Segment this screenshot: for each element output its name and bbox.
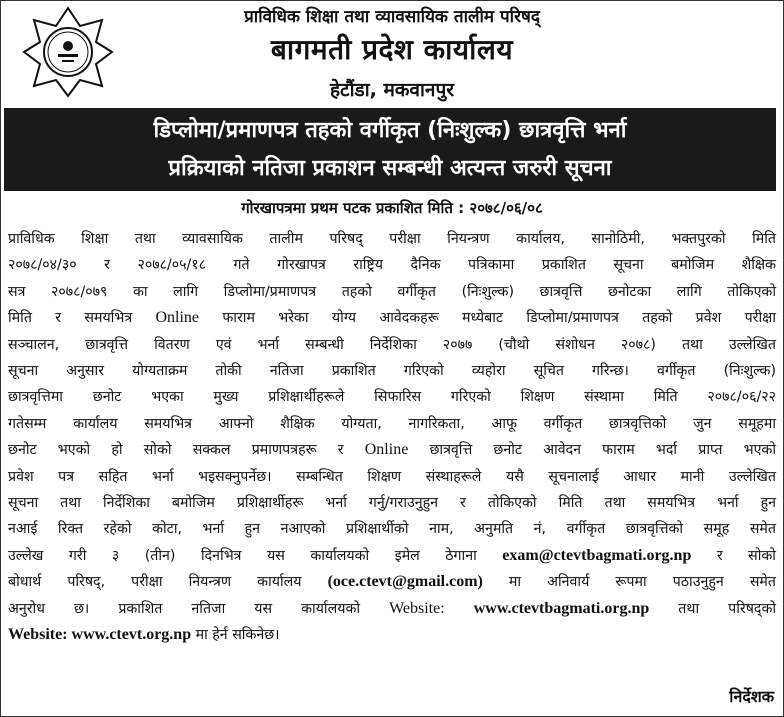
signature-director: निर्देशक [729,687,774,706]
body-text-segment: अनुरोध छ। प्रकाशित नतिजा यस कार्यालयको [8,600,390,617]
exam-email-link[interactable]: exam@ctevtbagmati.org.np [502,546,692,564]
publication-date: गोरखापत्रमा प्रथम पटक प्रकाशित मिति : २०७८/०६/०८ [241,199,543,217]
body-line: नआई रिक्त रहेको कोटा, भर्ना हुन नआएको प्रशिक्षार्थीको नाम, अनुमति नं, वर्गीकृत छात्रवृत्तिको समूह समेत [8,521,776,538]
ctevt-website-link[interactable]: Website: www.ctevt.org.np [8,626,192,644]
body-line: सूचना तथा निर्देशिका बमोजिम प्रशिक्षार्थीहरू भर्ना गर्नु/गराउनुहुन र तोकिएको मिति तथा समयभित्र भर्ना हुन [8,495,776,512]
body-line [8,437,776,463]
body-line [8,543,776,569]
notice-title-line1: डिप्लोमा/प्रमाणपत्र तहको वर्गीकृत (निःशुल्क) छात्रवृत्ति भर्ना [153,118,627,143]
body-text-segment: छात्रवृत्ति छनोट आवेदन फाराम भर्दा प्राप्त भएको [408,442,776,459]
body-text-segment [445,601,474,617]
body-line: छात्रवृत्तिमा छनोट भएका मुख्य प्रशिक्षार्थीहरूले सिफारिस गरिएको शिक्षण संस्थामा मिति २०७८/०६/२२ [8,389,776,406]
body-line [8,622,776,648]
office-name: बागमती प्रदेश कार्यालय [270,33,514,66]
bagmati-website-link[interactable]: www.ctevtbagmati.org.np [473,599,650,617]
body-text-segment: फाराम भरेका योग्य आवेदकहरू मध्येबाट डिप्लोमा/प्रमाणपत्र तहको प्रवेश परीक्षा [199,310,776,327]
body-text-segment: उल्लेख गरी ३ (तीन) दिनभित्र यस कार्यालयको इमेल ठेगाना [8,547,503,564]
body-line [8,305,776,331]
body-line: सञ्चालन, छात्रवृत्ति वितरण एवं भर्ना सम्बन्धी निर्देशिका २०७७ (चौथो संशोधन २०७८) तथा उल्लेखित [8,336,776,353]
body-line: सत्र २०७८/०७९ का लागि डिप्लोमा/प्रमाणपत्र तहको वर्गीकृत (निःशुल्क) छात्रवृत्ति छनोटका लागि तोकिएको [8,283,776,300]
office-location: हेटौंडा, मकवानपुर [329,79,455,101]
body-text-segment: बोधार्थ परिषद्, परीक्षा नियन्त्रण कार्यालय [8,574,328,591]
online-text: Online [155,309,200,327]
notice-body [8,226,776,649]
body-text-segment: तथा परिषद्को [649,600,777,617]
notice-title-line2: प्रक्रियाको नतिजा प्रकाशन सम्बन्धी अत्यन्त जरुरी सूचना [168,156,612,181]
notice-title-banner [4,108,776,191]
body-line: २०७८/०४/३० र २०७८/०५/१८ गते गोरखापत्र राष्ट्रिय दैनिक पत्रिकामा प्रकाशित सूचना बमोजिम शैक्षिक [8,257,776,274]
body-text-segment: मा हेर्न सकिनेछ। [191,627,280,644]
body-line: प्राविधिक शिक्षा तथा व्यावसायिक तालीम परिषद् परीक्षा नियन्त्रण कार्यालय, सानोठिमी, भक्तपुरको मिति [8,231,776,247]
online-text: Online [364,441,409,459]
body-text-segment: मा अनिवार्य रूपमा पठाउनुहुन समेत [482,574,776,591]
body-text-segment: र सोको [691,547,776,564]
body-line: प्रवेश पत्र सहित भर्ना भइसक्नुपर्नेछ। सम्बन्धित शिक्षण संस्थाहरूले यसै सूचनालाई आधार मानी उल्लेखित [8,468,776,485]
body-line [8,569,776,595]
body-text-segment: छनोट भएको हो सोको सक्कल प्रमाणपत्रहरू र [8,442,365,459]
oce-email-link[interactable]: (oce.ctevt@gmail.com) [327,573,483,591]
body-line: गतेसम्म कार्यालय समयभित्र आफ्नो शैक्षिक योग्यता, नागरिकता, आफू वर्गीकृत छात्रवृत्तिको जुन समूहमा [8,415,776,432]
body-line [8,596,776,622]
body-line: सूचना अनुसार योग्यताक्रम तोकी नतिजा प्रकाशित गरिएको व्यहोरा सूचित गरिन्छ। वर्गीकृत (निःशुल्क) [8,363,776,380]
body-text-segment: मिति र समयभित्र [8,310,156,327]
council-name: प्राविधिक शिक्षा तथा व्यावसायिक तालीम परिषद् [244,7,540,27]
website-label: Website: [389,599,445,617]
